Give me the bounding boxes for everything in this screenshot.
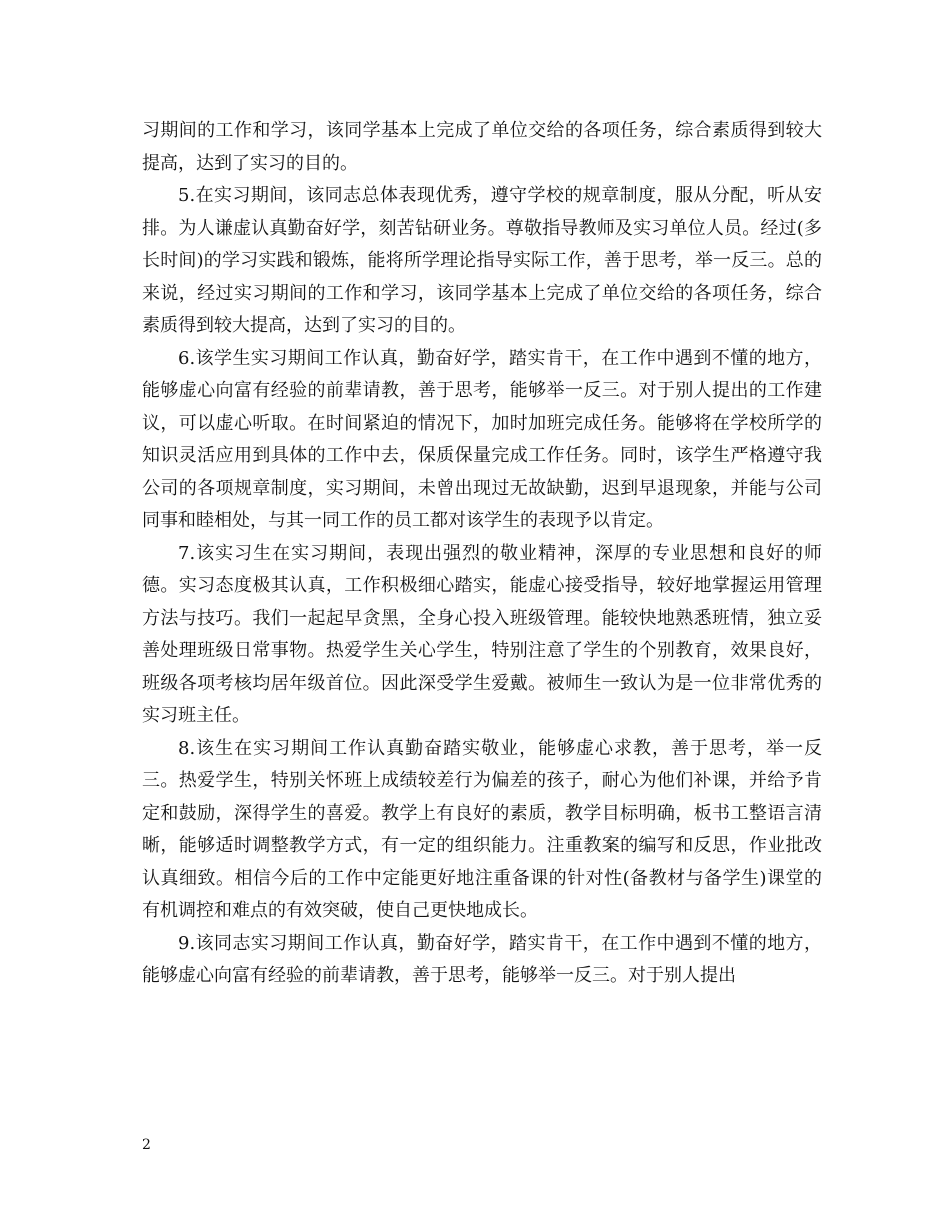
page-number: 2 xyxy=(142,1137,151,1153)
paragraph-9: 9.该同志实习期间工作认真，勤奋好学，踏实肯干，在工作中遇到不懂的地方，能够虚心向富有经验的前辈请教，善于思考，能够举一反三。对于别人提出 xyxy=(142,932,822,986)
paragraph-6: 6.该学生实习期间工作认真，勤奋好学，踏实肯干，在工作中遇到不懂的地方，能够虚心向富有经验的前辈请教，善于思考，能够举一反三。对于别人提出的工作建议，可以虚心听取。在时间紧迫的情况下，加时加班完成任务。能够将在学校所学的知识灵活应用到具体的工作中去，保质保量完成工作任务。同时，该学生严格遵守我公司的各项规章制度，实习期间，未曾出现过无故缺勤，迟到早退现象，并能与公司同事和睦相处，与其一同工作的员工都对该学生的表现予以肯定。 xyxy=(142,347,822,531)
paragraph-7: 7.该实习生在实习期间，表现出强烈的敬业精神，深厚的专业思想和良好的师德。实习态度极其认真，工作积极细心踏实，能虚心接受指导，较好地掌握运用管理方法与技巧。我们一起起早贪黑，全身心投入班级管理。能较快地熟悉班情，独立妥善处理班级日常事物。热爱学生关心学生，特别注意了学生的个别教育，效果良好，班级各项考核均居年级首位。因此深受学生爱戴。被师生一致认为是一位非常优秀的实习班主任。 xyxy=(142,542,822,726)
body-text xyxy=(142,115,822,993)
paragraph-4-continuation: 习期间的工作和学习，该同学基本上完成了单位交给的各项任务，综合素质得到较大提高，达到了实习的目的。 xyxy=(142,120,822,174)
paragraph-5: 5.在实习期间，该同志总体表现优秀，遵守学校的规章制度，服从分配，听从安排。为人谦虚认真勤奋好学，刻苦钻研业务。尊敬指导教师及实习单位人员。经过(多长时间)的学习实践和锻炼，能将所学理论指导实际工作，善于思考，举一反三。总的来说，经过实习期间的工作和学习，该同学基本上完成了单位交给的各项任务，综合素质得到较大提高，达到了实习的目的。 xyxy=(142,185,822,336)
paragraph-8: 8.该生在实习期间工作认真勤奋踏实敬业，能够虚心求教，善于思考，举一反三。热爱学生，特别关怀班上成绩较差行为偏差的孩子，耐心为他们补课，并给予肯定和鼓励，深得学生的喜爱。教学上有良好的素质，教学目标明确，板书工整语言清晰，能够适时调整教学方式，有一定的组织能力。注重教案的编写和反思，作业批改认真细致。相信今后的工作中定能更好地注重备课的针对性(备教材与备学生)课堂的有机调控和难点的有效突破，使自己更快地成长。 xyxy=(142,737,822,921)
